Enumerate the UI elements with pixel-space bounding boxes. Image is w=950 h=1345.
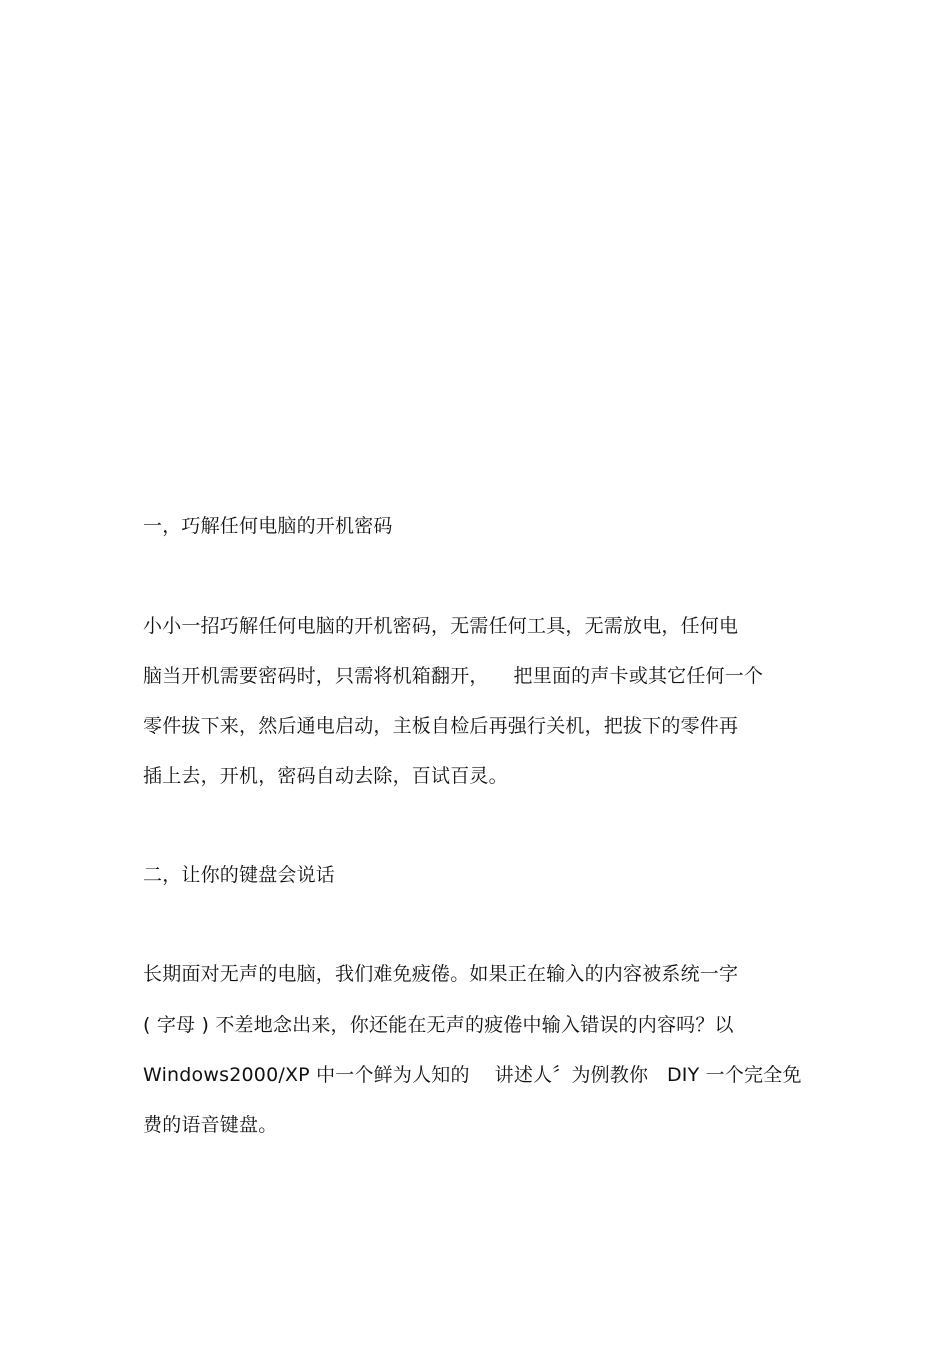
section-2-line-1: 长期面对无声的电脑，我们难免疲倦。如果正在输入的内容被系统一字	[143, 963, 739, 985]
section-1-line-2: 脑当开机需要密码时，只需将机箱翻开， 把里面的声卡或其它任何一个	[143, 665, 764, 687]
section-1-line-1: 小小一招巧解任何电脑的开机密码，无需任何工具，无需放电，任何电	[143, 615, 739, 637]
section-1-line-4: 插上去，开机，密码自动去除，百试百灵。	[143, 765, 508, 787]
section-2-heading: 二，让你的键盘会说话	[143, 864, 336, 886]
section-2-line-3: Windows2000/XP 中一个鲜为人知的 讲述人〞为例教你 DIY 一个完全免	[143, 1064, 802, 1086]
section-1-heading: 一，巧解任何电脑的开机密码	[143, 515, 393, 537]
section-2-line-2: ( 字母 ) 不差地念出来，你还能在无声的疲倦中输入错误的内容吗？以	[143, 1014, 734, 1036]
section-1-line-3: 零件拔下来，然后通电启动，主板自检后再强行关机，把拔下的零件再	[143, 715, 739, 737]
section-2-line-4: 费的语音键盘。	[143, 1114, 278, 1136]
